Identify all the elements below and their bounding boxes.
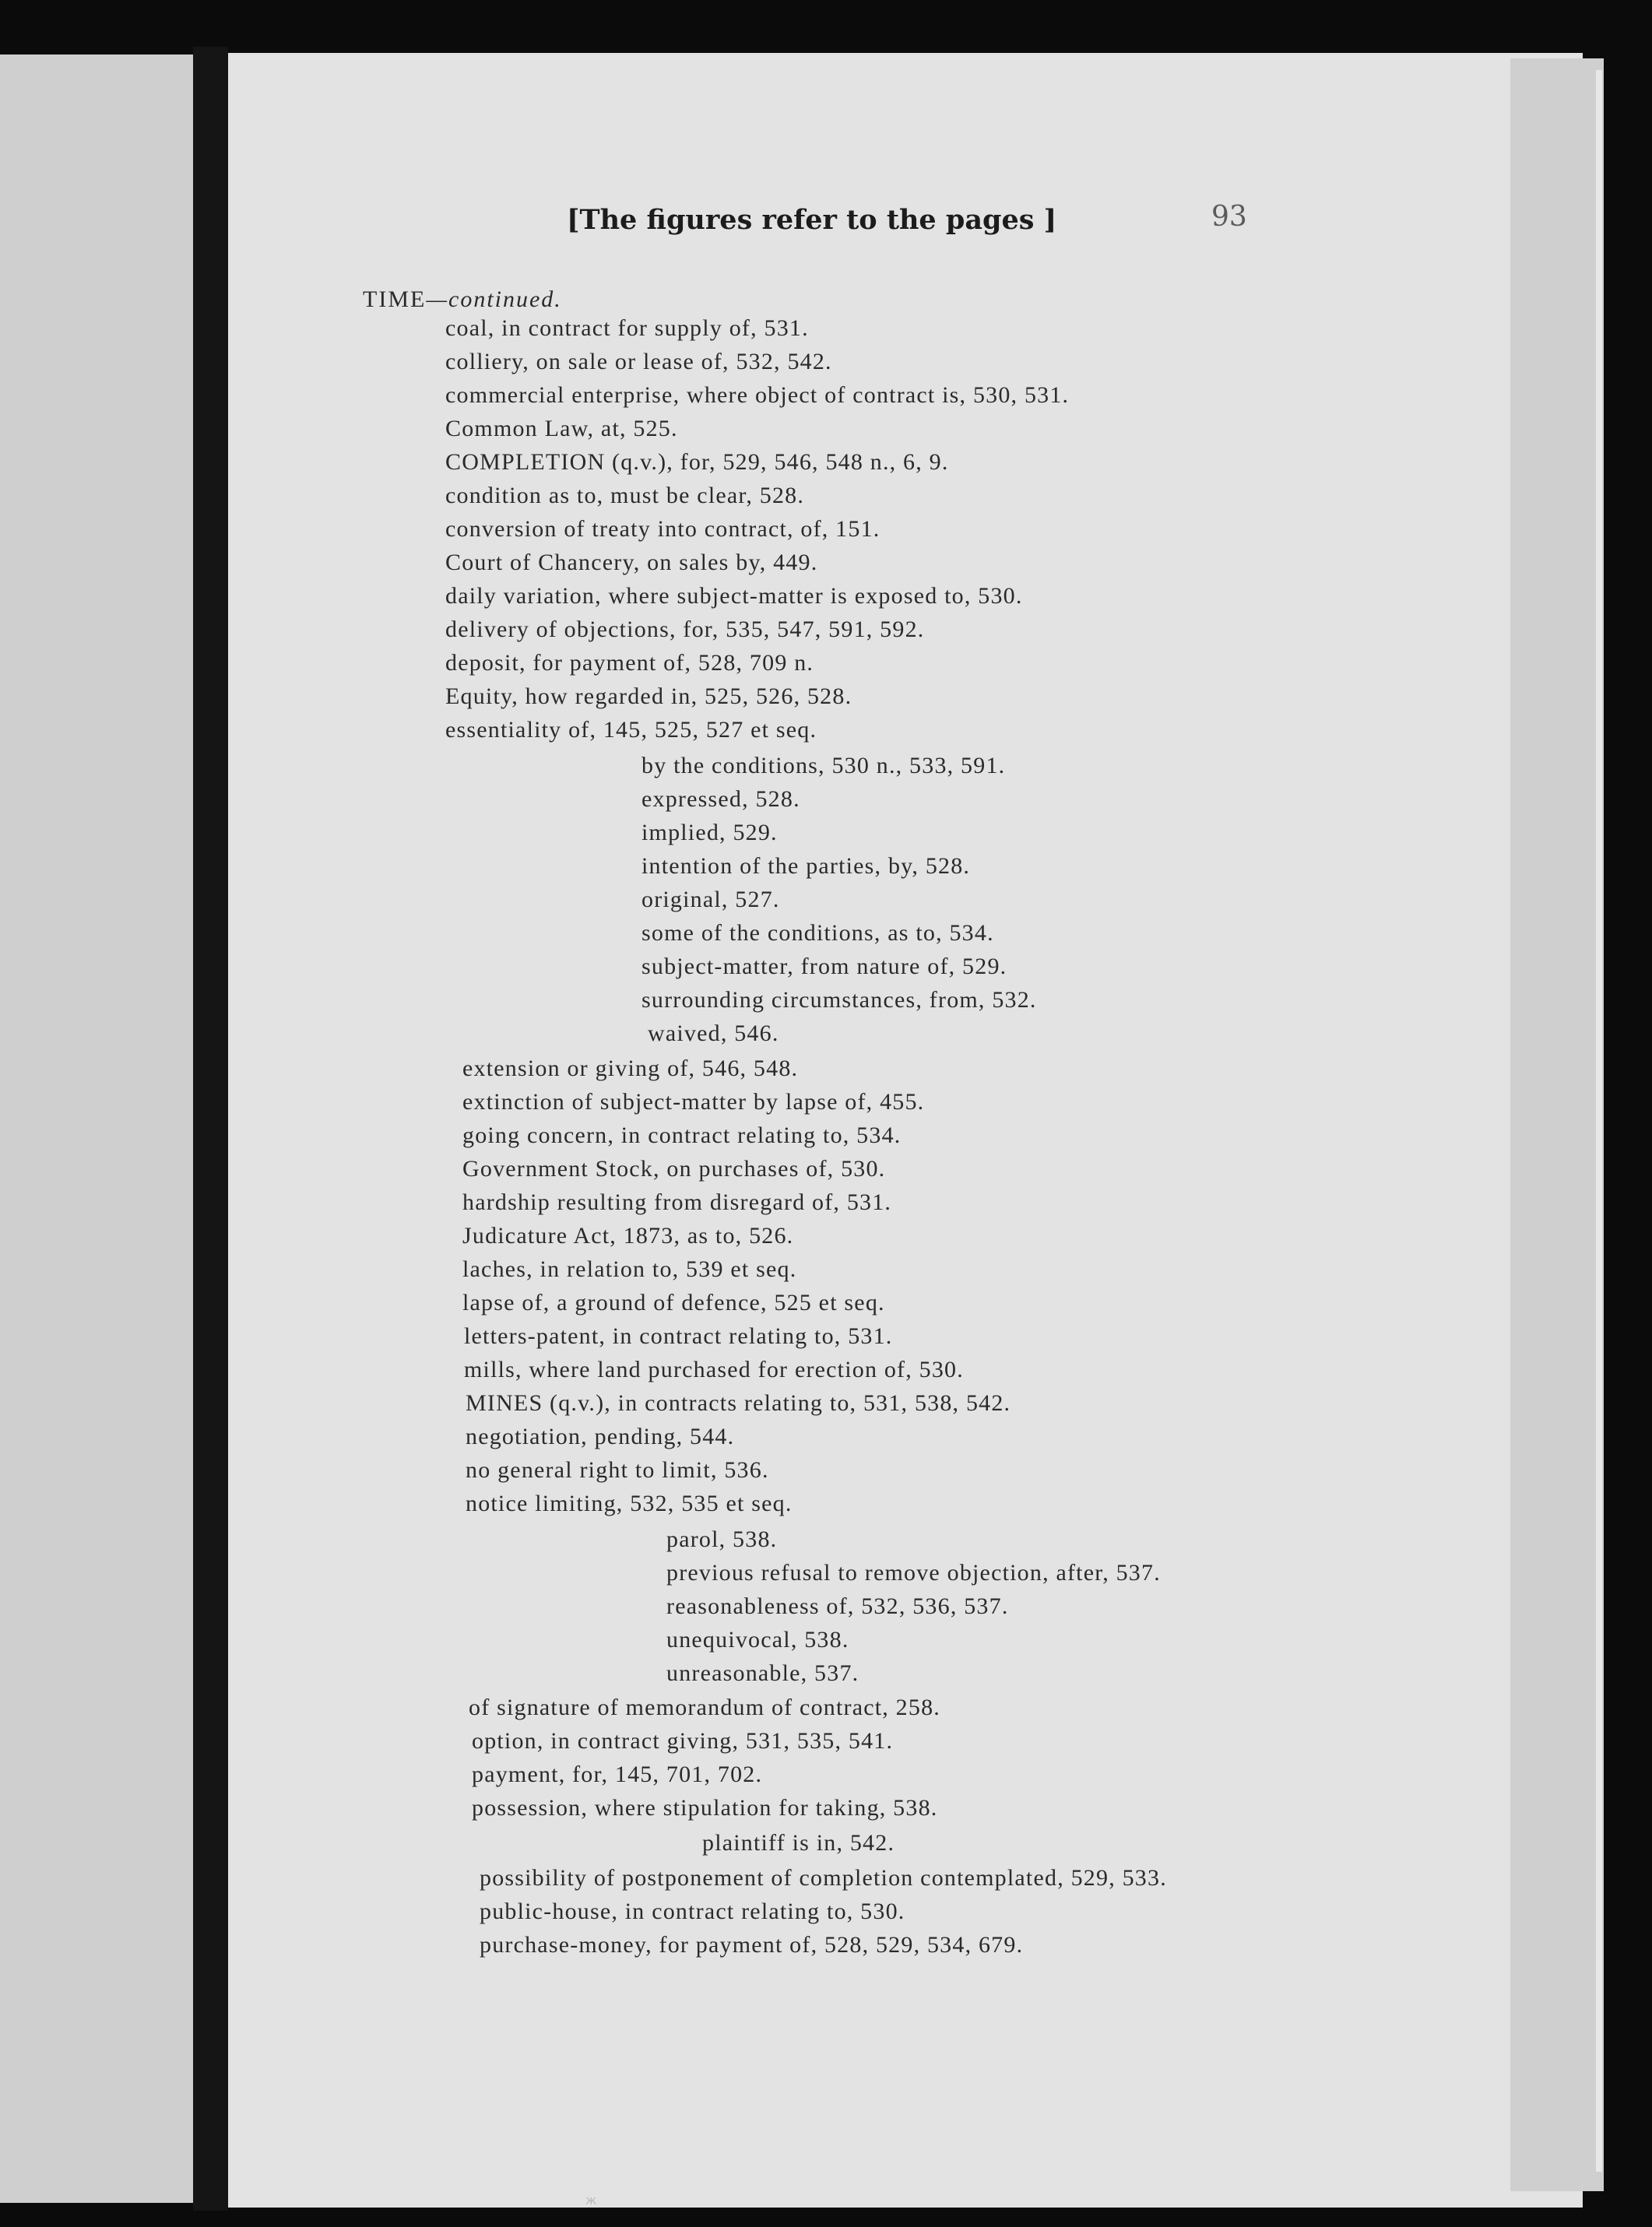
book-gutter [193,47,228,2211]
index-entry: Government Stock, on purchases of, 530. [462,1156,886,1182]
index-subentry: previous refusal to remove objection, after, 537. [666,1560,1161,1586]
index-entry: payment, for, 145, 701, 702. [472,1762,763,1787]
index-subentry: waived, 546. [648,1020,779,1046]
index-entry: COMPLETION (q.v.), for, 529, 546, 548 n., 6, 9. [445,449,949,475]
index-entry: deposit, for payment of, 528, 709 n. [445,650,814,676]
index-subentry: by the conditions, 530 n., 533, 591. [641,753,1006,778]
index-entry: possession, where stipulation for taking, 538. [472,1795,938,1821]
page-edge-highlight [1596,70,1602,2172]
index-entry: of signature of memorandum of contract, 258. [469,1695,940,1720]
index-subentry: plaintiff is in, 542. [702,1830,895,1856]
index-entry: laches, in relation to, 539 et seq. [462,1256,797,1282]
page-edge [1510,58,1604,2191]
index-subentry: surrounding circumstances, from, 532. [641,987,1037,1013]
index-heading [363,286,562,313]
index-entry: letters-patent, in contract relating to, 531. [464,1323,893,1349]
index-subentry: original, 527. [641,887,780,912]
index-entry: MINES (q.v.), in contracts relating to, 531, 538, 542. [466,1390,1011,1416]
index-subentry: reasonableness of, 532, 536, 537. [666,1593,1009,1619]
index-entry: daily variation, where subject-matter is exposed to, 530. [445,583,1023,609]
index-entry: lapse of, a ground of defence, 525 et seq. [462,1290,885,1315]
index-entry: conversion of treaty into contract, of, 151. [445,516,880,542]
index-entry: possibility of postponement of completion contemplated, 529, 533. [480,1865,1167,1891]
index-subentry: unequivocal, 538. [666,1627,849,1653]
index-entry: public-house, in contract relating to, 530. [480,1899,905,1924]
index-entry: commercial enterprise, where object of contract is, 530, 531. [445,382,1070,408]
index-entry: hardship resulting from disregard of, 531. [462,1189,892,1215]
index-entry: extinction of subject-matter by lapse of, 455. [462,1089,925,1115]
index-subentry: subject-matter, from nature of, 529. [641,954,1007,979]
index-entry: Equity, how regarded in, 525, 526, 528. [445,683,852,709]
index-subentry: parol, 538. [666,1526,778,1552]
index-entry: notice limiting, 532, 535 et seq. [466,1491,793,1516]
index-subentry: unreasonable, 537. [666,1660,859,1686]
index-entry: no general right to limit, 536. [466,1457,769,1483]
index-entry: option, in contract giving, 531, 535, 541. [472,1728,894,1754]
index-entry: Court of Chancery, on sales by, 449. [445,550,818,575]
heading-word: TIME [363,286,427,312]
index-entry: mills, where land purchased for erection of, 530. [464,1357,964,1382]
index-entry: Judicature Act, 1873, as to, 526. [462,1223,794,1249]
index-entry: purchase-money, for payment of, 528, 529, 534, 679. [480,1932,1024,1958]
index-entry: extension or giving of, 546, 548. [462,1056,799,1081]
left-facing-page [0,54,193,2203]
running-header: [The figures refer to the pages ] [567,204,1057,236]
index-entry: condition as to, must be clear, 528. [445,483,805,508]
index-entry: essentiality of, 145, 525, 527 et seq. [445,717,817,743]
scanner-mark: ж [585,2193,597,2208]
index-subentry: intention of the parties, by, 528. [641,853,971,879]
index-entry: colliery, on sale or lease of, 532, 542. [445,349,832,374]
index-entry: coal, in contract for supply of, 531. [445,315,809,341]
index-entry: going concern, in contract relating to, 534. [462,1122,902,1148]
page-number: 93 [1211,201,1247,233]
index-subentry: some of the conditions, as to, 534. [641,920,994,946]
index-subentry: expressed, 528. [641,786,800,812]
index-entry: negotiation, pending, 544. [466,1424,735,1449]
index-entry: delivery of objections, for, 535, 547, 591, 592. [445,616,925,642]
heading-continued: —continued. [426,286,562,312]
index-entry: Common Law, at, 525. [445,416,678,441]
index-subentry: implied, 529. [641,820,778,845]
